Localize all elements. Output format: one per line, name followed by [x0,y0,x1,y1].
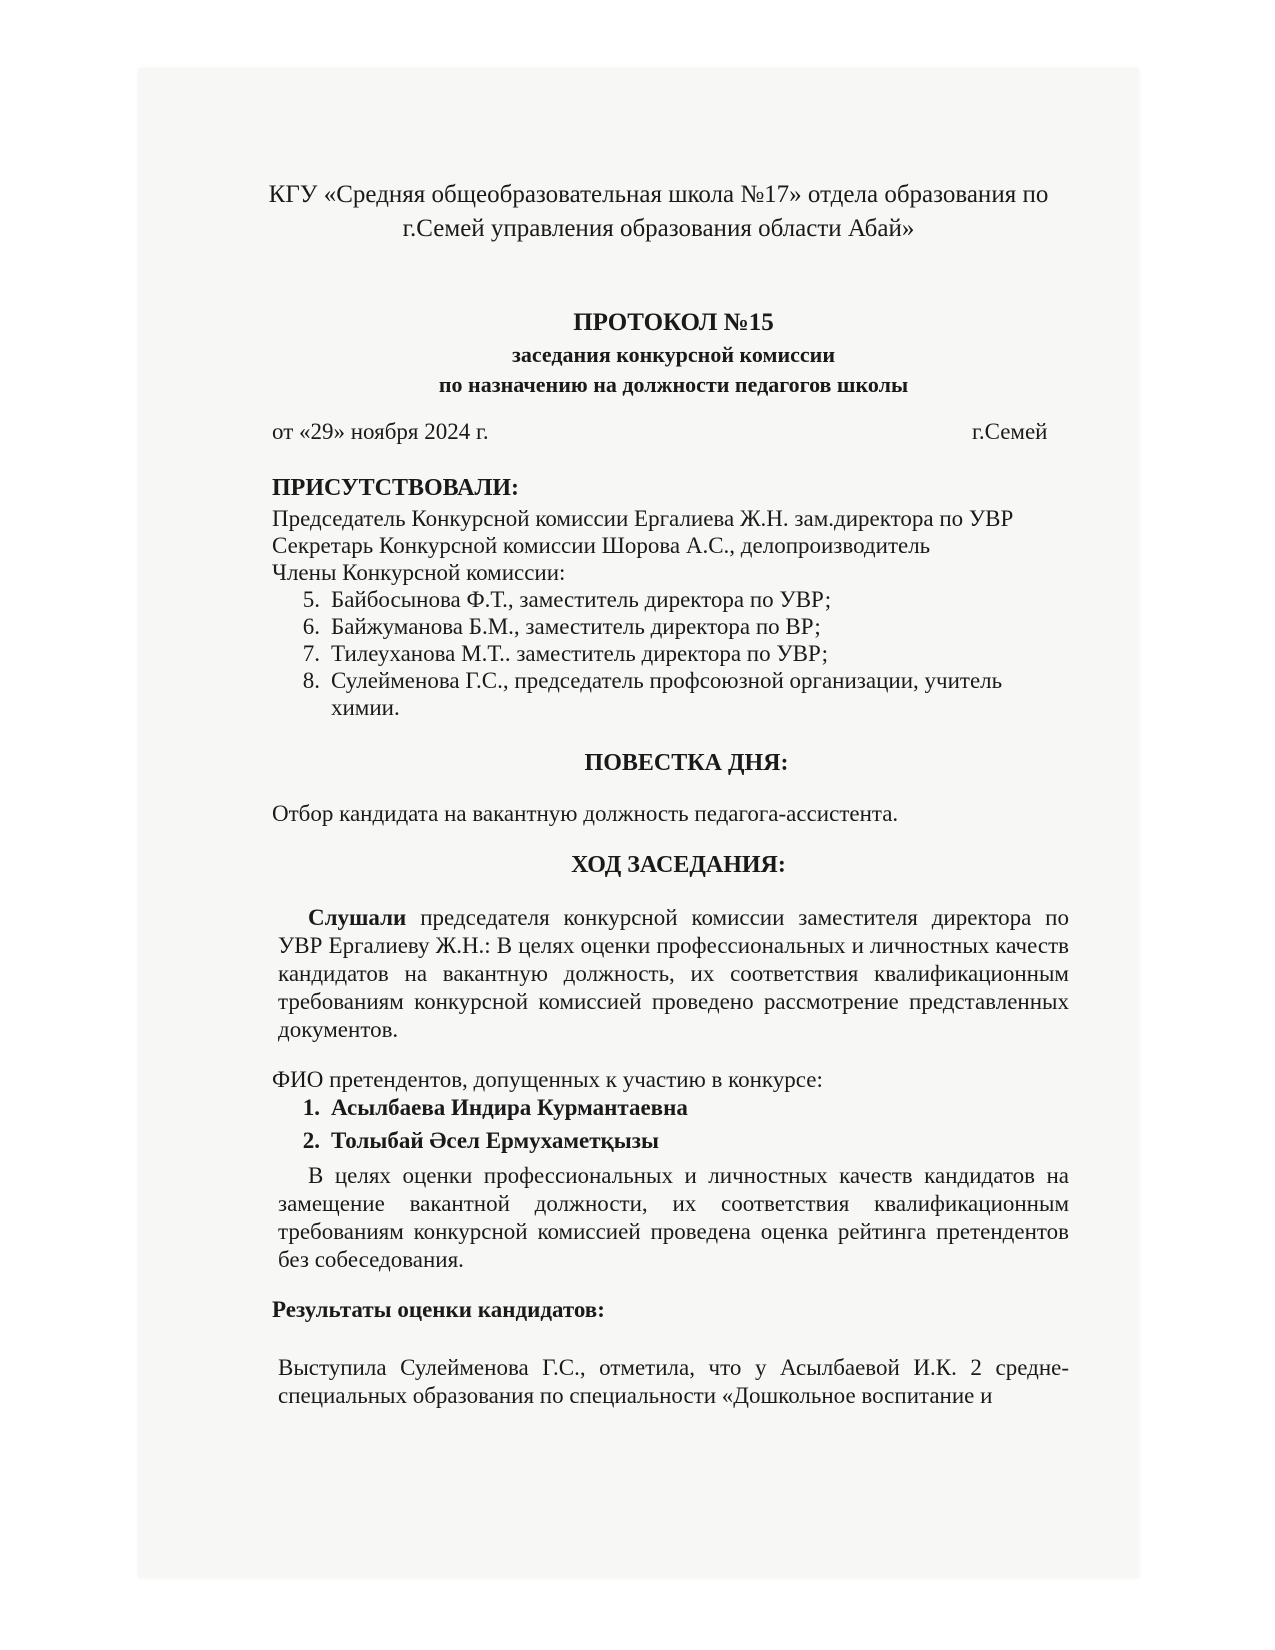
agenda-heading: ПОВЕСТКА ДНЯ: [584,750,789,776]
heard-paragraph: Слушали председателя конкурсной комиссии заместителя директора по УВР Ергалиеву Ж.Н.: В целях оценки профессиональных и личностных качеств кандидатов на вакантную должность, их соответствия квалификационным требованиям конкурсной комиссией проведено рассмотрение представленных документов. [278,905,1069,1042]
attendees-heading: ПРИСУТСТВОВАЛИ: [272,475,520,501]
protocol-number: ПРОТОКОЛ №15 [573,309,774,336]
secretary-line: Секретарь Конкурсной комиссии Шорова А.С., делопроизводитель [272,533,931,558]
protocol-date: от «29» ноября 2024 г. [272,419,489,444]
member-item: 8. Сулейменова Г.С., председатель профсоюзной организации, учитель [302,668,1003,693]
evaluation-paragraph: В целях оценки профессиональных и личностных качеств кандидатов на замещение вакантной должности, их соответствия квалификационным требованиям конкурсной комиссией проведена оценка рейтинга претендентов без собеседования. [278,1163,1069,1272]
speech-paragraph: Выступила Сулейменова Г.С., отметила, что у Асылбаевой И.К. 2 средне-специальных образования по специальности «Дошкольное воспитание и [278,1355,1069,1408]
protocol-city: г.Семей [972,419,1048,444]
protocol-subtitle: заседания конкурсной комиссии [511,342,836,367]
member-item: 6. Байжуманова Б.М., заместитель директора по ВР; [302,614,821,639]
heard-label: Слушали [308,905,407,930]
protocol-subtitle-2: по назначению на должности педагогов школы [438,372,909,397]
org-line-2: г.Семей управления образования области Абай» [402,215,915,242]
member-item: 7. Тилеуханова М.Т.. заместитель директора по УВР; [302,641,829,666]
protocol-title [138,306,1139,400]
members-label: Члены Конкурсной комиссии: [272,560,566,585]
candidate-item: 1. Асылбаева Индира Курмантаевна [302,1095,688,1120]
results-heading: Результаты оценки кандидатов: [272,1297,605,1322]
proceedings-heading: ХОД ЗАСЕДАНИЯ: [571,852,786,878]
member-item-continuation: химии. [331,695,400,720]
agenda-text: Отбор кандидата на вакантную должность педагога-ассистента. [272,801,899,826]
chair-line: Председатель Конкурсной комиссии Ергалиева Ж.Н. зам.директора по УВР [272,506,1014,531]
candidates-label: ФИО претендентов, допущенных к участию в конкурсе: [272,1067,823,1092]
candidate-item: 2. Толыбай Әсел Ермухаметқызы [302,1128,659,1153]
member-item: 5. Байбосынова Ф.Т., заместитель директора по УВР; [302,587,832,612]
org-line-1: КГУ «Средняя общеобразовательная школа №17» отдела образования по [268,181,1049,208]
organization-name [138,178,1139,246]
